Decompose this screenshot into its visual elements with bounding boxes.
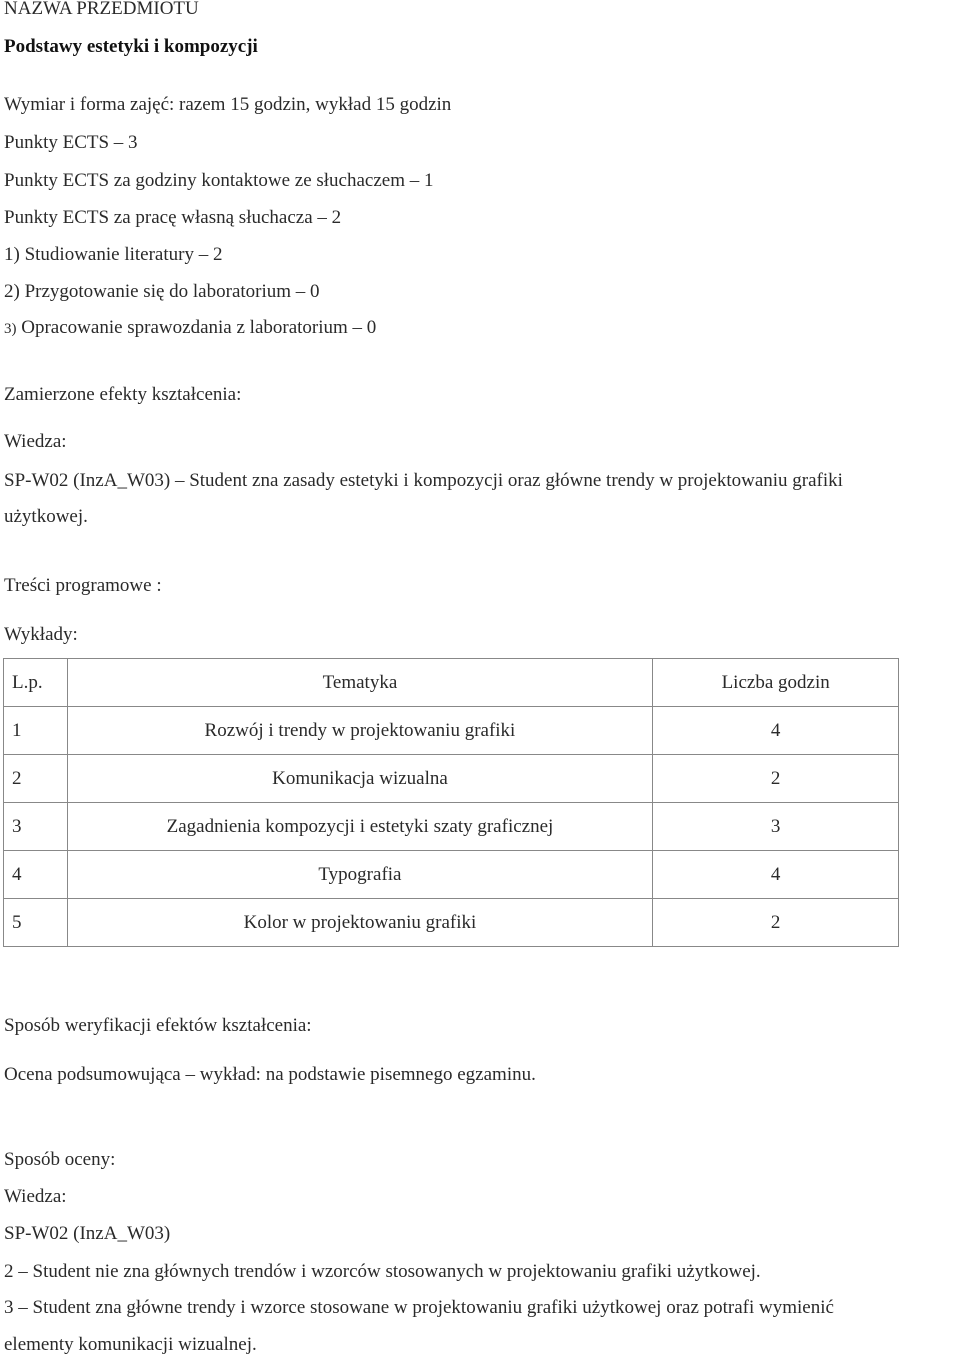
row-hours: 4: [653, 851, 899, 899]
self-work-item-3: [4, 317, 376, 340]
knowledge-label: Wiedza:: [4, 431, 67, 452]
row-hours: 2: [653, 755, 899, 803]
outcome-text-line-1: SP-W02 (InzA_W03) – Student zna zasady estetyki i kompozycji oraz główne trendy w projektowaniu grafiki: [4, 470, 843, 491]
row-topic: Typografia: [67, 851, 653, 899]
grade-2-criteria: 2 – Student nie zna głównych trendów i wzorców stosowanych w projektowaniu grafiki użytkowej.: [4, 1261, 761, 1282]
item-text: Opracowanie sprawozdania z laboratorium – 0: [21, 317, 377, 338]
table-row: [4, 755, 899, 803]
subject-title: Podstawy estetyki i kompozycji: [4, 36, 258, 57]
grade-3-criteria-line-2: elementy komunikacji wizualnej.: [4, 1334, 257, 1355]
row-number: 5: [4, 899, 68, 947]
verification-text: Ocena podsumowująca – wykład: na podstawie pisemnego egzaminu.: [4, 1064, 536, 1085]
row-number: 1: [4, 707, 68, 755]
row-number: 3: [4, 803, 68, 851]
section-label: NAZWA PRZEDMIOTU: [4, 0, 199, 19]
ects-self-work: Punkty ECTS za pracę własną słuchacza – 2: [4, 207, 342, 228]
header-topic: Tematyka: [67, 659, 653, 707]
grade-3-criteria-line-1: 3 – Student zna główne trendy i wzorce stosowane w projektowaniu grafiki użytkowej oraz potrafi wymienić: [4, 1297, 834, 1318]
row-hours: 4: [653, 707, 899, 755]
table-row: [4, 899, 899, 947]
outcome-text-line-2: użytkowej.: [4, 506, 88, 527]
grading-heading: Sposób oceny:: [4, 1149, 116, 1170]
header-hours: Liczba godzin: [653, 659, 899, 707]
ects-total: Punkty ECTS – 3: [4, 132, 138, 153]
verification-heading: Sposób weryfikacji efektów kształcenia:: [4, 1015, 312, 1036]
grading-knowledge-label: Wiedza:: [4, 1186, 67, 1207]
row-number: 2: [4, 755, 68, 803]
content-heading: Treści programowe :: [4, 575, 162, 596]
row-hours: 3: [653, 803, 899, 851]
ects-contact: Punkty ECTS za godziny kontaktowe ze słuchaczem – 1: [4, 170, 434, 191]
self-work-item-1: 1) Studiowanie literatury – 2: [4, 244, 223, 265]
table-row: [4, 803, 899, 851]
row-topic: Kolor w projektowaniu grafiki: [67, 899, 653, 947]
grading-code: SP-W02 (InzA_W03): [4, 1223, 171, 1244]
outcomes-heading: Zamierzone efekty kształcenia:: [4, 384, 242, 405]
lectures-label: Wykłady:: [4, 624, 78, 645]
table-row: [4, 707, 899, 755]
course-hours: Wymiar i forma zajęć: razem 15 godzin, wykład 15 godzin: [4, 94, 452, 115]
row-topic: Zagadnienia kompozycji i estetyki szaty graficznej: [67, 803, 653, 851]
topics-table: [3, 658, 899, 947]
header-lp: L.p.: [4, 659, 68, 707]
self-work-item-2: 2) Przygotowanie się do laboratorium – 0: [4, 281, 320, 302]
row-number: 4: [4, 851, 68, 899]
row-topic: Rozwój i trendy w projektowaniu grafiki: [67, 707, 653, 755]
table-header-row: [4, 659, 899, 707]
table-row: [4, 851, 899, 899]
item-number: 3): [4, 321, 17, 337]
row-topic: Komunikacja wizualna: [67, 755, 653, 803]
row-hours: 2: [653, 899, 899, 947]
